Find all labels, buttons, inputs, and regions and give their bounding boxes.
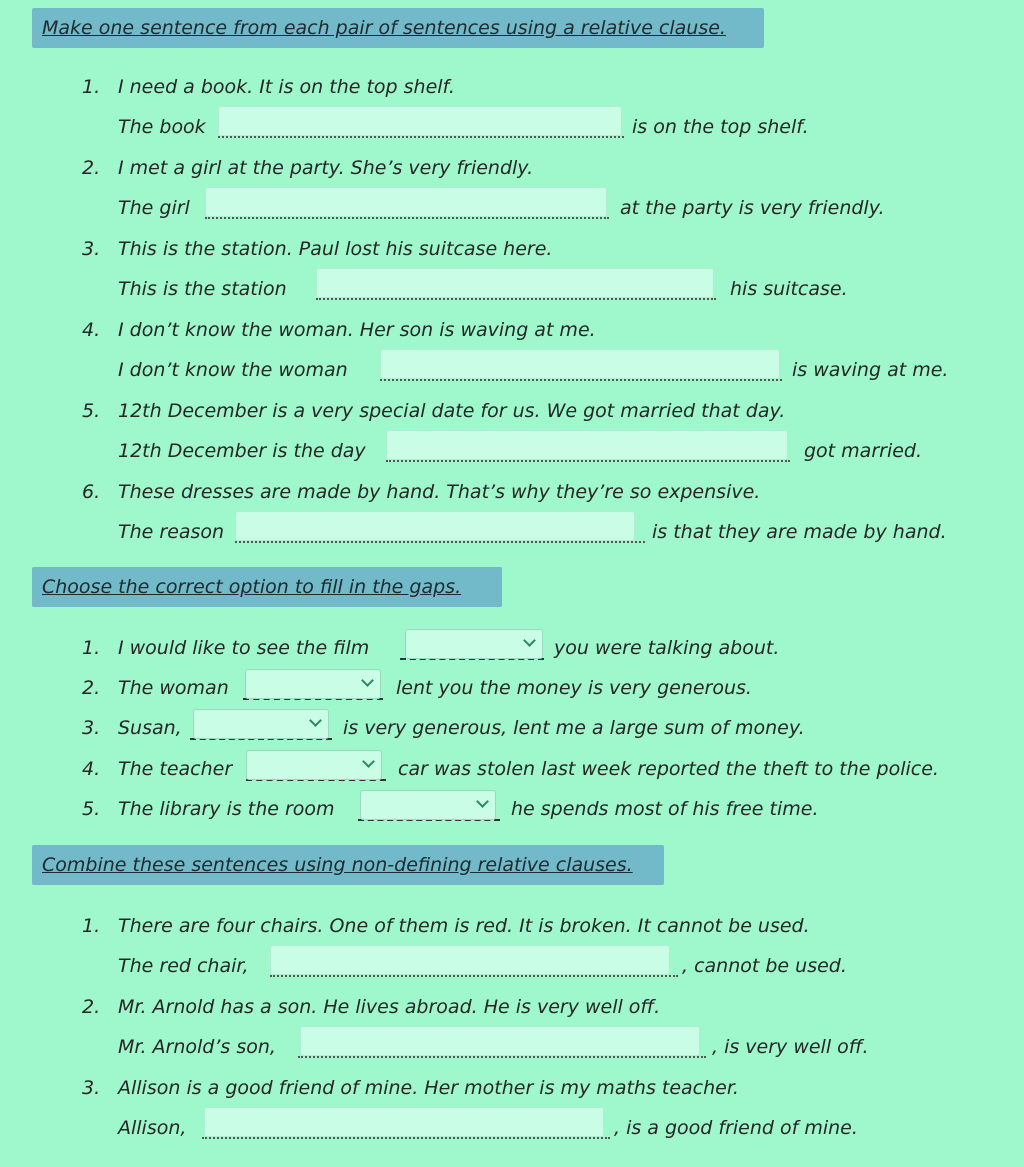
dotted-line: [270, 975, 678, 977]
answer-suffix: his suitcase.: [730, 278, 848, 300]
dotted-line: [202, 1137, 610, 1139]
item-number: 5.: [82, 798, 101, 820]
item-number: 2.: [82, 157, 101, 179]
dotted-line: [235, 541, 645, 543]
answer-suffix: , is a good friend of mine.: [614, 1117, 858, 1139]
gap-prefix: I would like to see the film: [118, 637, 370, 659]
s3-item-2-answer: [0, 1032, 1024, 1066]
answer-input[interactable]: [270, 945, 670, 975]
item-number: 3.: [82, 238, 101, 260]
question-sentence: There are four chairs. One of them is red. It is broken. It cannot be used.: [118, 915, 810, 937]
chevron-down-icon: [362, 755, 375, 768]
s1-item-1-question: [0, 72, 1024, 106]
item-number: 4.: [82, 319, 101, 341]
item-number: 3.: [82, 717, 101, 739]
option-select[interactable]: [245, 669, 381, 699]
item-number: 3.: [82, 1077, 101, 1099]
answer-suffix: is on the top shelf.: [632, 116, 809, 138]
answer-prefix: The reason: [118, 521, 225, 543]
item-number: 5.: [82, 400, 101, 422]
option-select[interactable]: [193, 709, 329, 739]
section-2-title: Choose the correct option to fill in the gaps.: [42, 576, 462, 598]
s1-item-2-question: [0, 153, 1024, 187]
gap-suffix: lent you the money is very generous.: [396, 677, 752, 699]
answer-suffix: , is very well off.: [712, 1036, 869, 1058]
option-select[interactable]: [405, 629, 543, 659]
question-sentence: Allison is a good friend of mine. Her mother is my maths teacher.: [118, 1077, 739, 1099]
s1-item-6-answer: [0, 517, 1024, 551]
answer-suffix: got married.: [804, 440, 923, 462]
answer-input[interactable]: [386, 430, 788, 460]
question-sentence: Mr. Arnold has a son. He lives abroad. He is very well off.: [118, 996, 661, 1018]
s1-item-5-answer: [0, 436, 1024, 470]
gap-prefix: The library is the room: [118, 798, 335, 820]
s3-item-3-question: [0, 1073, 1024, 1107]
chevron-down-icon: [523, 634, 536, 647]
dotted-line: [298, 1056, 706, 1058]
question-sentence: I need a book. It is on the top shelf.: [118, 76, 455, 98]
question-sentence: I don’t know the woman. Her son is waving at me.: [118, 319, 596, 341]
s1-item-5-question: [0, 396, 1024, 430]
dotted-line: [386, 460, 790, 462]
answer-input[interactable]: [218, 106, 622, 136]
s1-item-6-question: [0, 477, 1024, 511]
question-sentence: This is the station. Paul lost his suitcase here.: [118, 238, 553, 260]
answer-prefix: Allison,: [118, 1117, 187, 1139]
item-number: 1.: [82, 915, 101, 937]
answer-input[interactable]: [300, 1026, 700, 1056]
s2-item-1: [0, 633, 1024, 667]
item-number: 2.: [82, 996, 101, 1018]
s3-item-3-answer: [0, 1113, 1024, 1147]
option-select[interactable]: [360, 790, 496, 820]
dotted-line: [218, 136, 624, 138]
item-number: 1.: [82, 637, 101, 659]
answer-suffix: , cannot be used.: [682, 955, 847, 977]
dotted-line: [316, 298, 716, 300]
gap-suffix: is very generous, lent me a large sum of money.: [343, 717, 805, 739]
answer-prefix: This is the station: [118, 278, 287, 300]
s1-item-4-question: [0, 315, 1024, 349]
s3-item-1-question: [0, 911, 1024, 945]
gap-prefix: Susan,: [118, 717, 182, 739]
gap-suffix: car was stolen last week reported the theft to the police.: [398, 758, 939, 780]
s2-item-5: [0, 794, 1024, 828]
answer-prefix: 12th December is the day: [118, 440, 366, 462]
s3-item-2-question: [0, 992, 1024, 1026]
section-1-header: [32, 8, 764, 48]
s3-item-1-answer: [0, 951, 1024, 985]
question-sentence: I met a girl at the party. She’s very friendly.: [118, 157, 534, 179]
answer-suffix: at the party is very friendly.: [620, 197, 885, 219]
s2-item-2: [0, 673, 1024, 707]
answer-input[interactable]: [205, 187, 607, 217]
item-number: 6.: [82, 481, 101, 503]
item-number: 2.: [82, 677, 101, 699]
question-sentence: 12th December is a very special date for us. We got married that day.: [118, 400, 786, 422]
gap-prefix: The teacher: [118, 758, 233, 780]
answer-input[interactable]: [235, 511, 635, 541]
answer-suffix: is that they are made by hand.: [652, 521, 947, 543]
dotted-line: [380, 379, 782, 381]
gap-prefix: The woman: [118, 677, 229, 699]
section-1-title: Make one sentence from each pair of sentences using a relative clause.: [42, 17, 726, 39]
answer-input[interactable]: [204, 1107, 604, 1137]
dotted-line: [205, 217, 609, 219]
answer-input[interactable]: [316, 268, 714, 298]
item-number: 4.: [82, 758, 101, 780]
s1-item-3-answer: [0, 274, 1024, 308]
answer-prefix: The book: [118, 116, 206, 138]
answer-prefix: The girl: [118, 197, 190, 219]
chevron-down-icon: [309, 714, 322, 727]
s2-item-3: [0, 713, 1024, 747]
answer-input[interactable]: [380, 349, 780, 379]
option-select[interactable]: [246, 750, 382, 780]
gap-suffix: you were talking about.: [554, 637, 780, 659]
answer-prefix: I don’t know the woman: [118, 359, 348, 381]
item-number: 1.: [82, 76, 101, 98]
chevron-down-icon: [476, 795, 489, 808]
section-3-header: [32, 845, 664, 885]
question-sentence: These dresses are made by hand. That’s why they’re so expensive.: [118, 481, 761, 503]
answer-suffix: is waving at me.: [792, 359, 949, 381]
s1-item-3-question: [0, 234, 1024, 268]
chevron-down-icon: [361, 674, 374, 687]
s2-item-4: [0, 754, 1024, 788]
answer-prefix: Mr. Arnold’s son,: [118, 1036, 276, 1058]
s1-item-1-answer: [0, 112, 1024, 146]
answer-prefix: The red chair,: [118, 955, 249, 977]
gap-suffix: he spends most of his free time.: [511, 798, 819, 820]
s1-item-4-answer: [0, 355, 1024, 389]
section-2-header: [32, 567, 502, 607]
s1-item-2-answer: [0, 193, 1024, 227]
section-3-title: Combine these sentences using non-defining relative clauses.: [42, 854, 633, 876]
